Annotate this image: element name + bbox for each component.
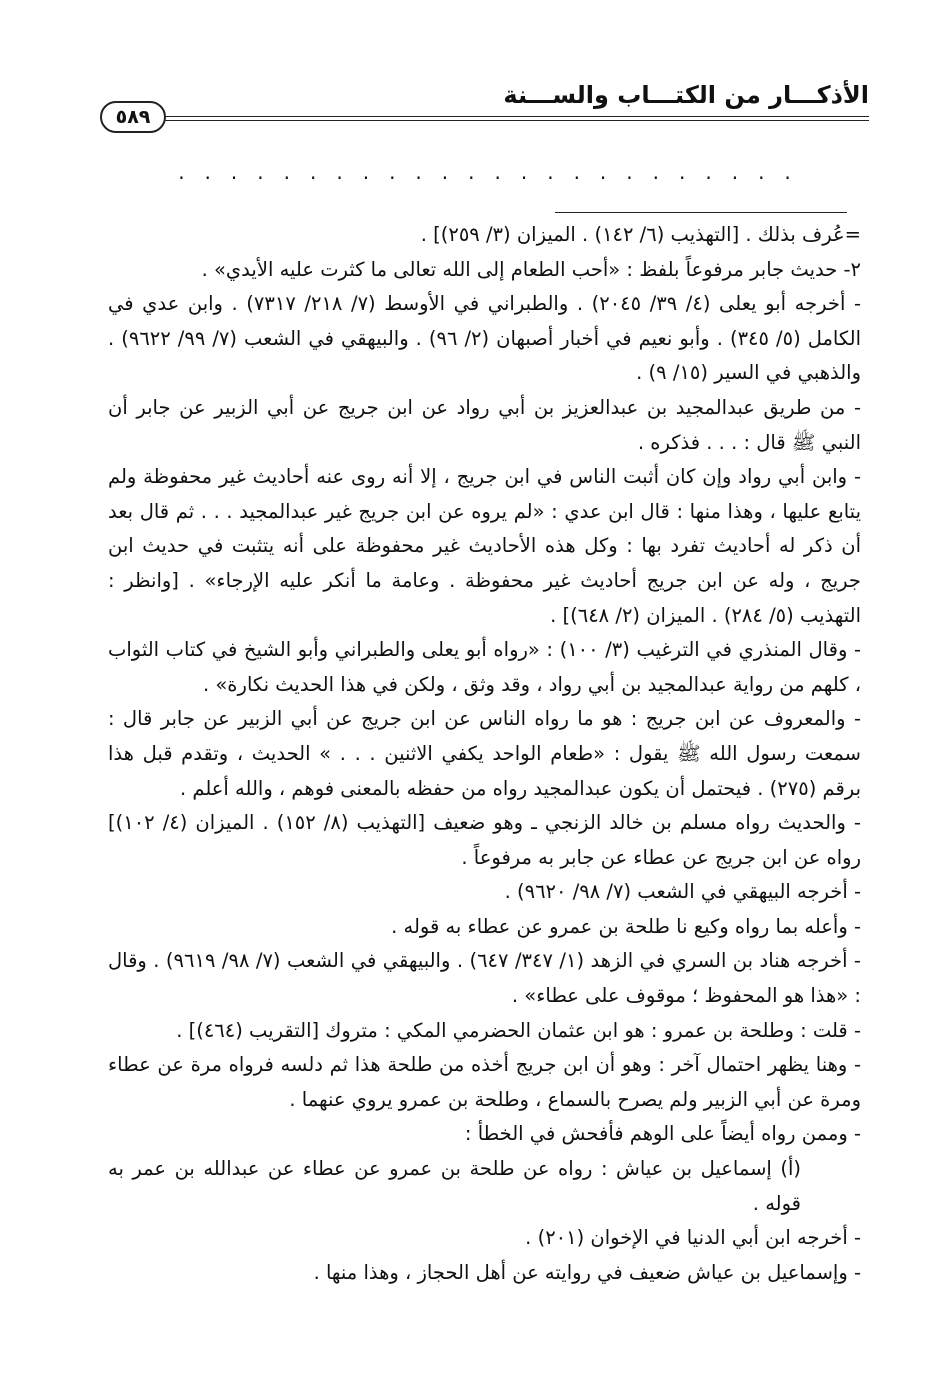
page-number: ٥٨٩ <box>115 106 151 128</box>
paragraph: - وابن أبي رواد وإن كان أثبت الناس في ابن جريج ، إلا أنه روى عنه أحاديث غير محفوظة ولم يتابع عليها ، وهذا منها : قال ابن عدي : «لم يروه عن ابن جريج غير عبدالمجيد . . . ثم قال بعد أن ذكر له أحاديث تفرد بها : وكل هذه الأحاديث غير محفوظة على أنه يتثبت في حديث ابن جريج ، وله عن ابن جريج أحاديث غير محفوظة . وعامة ما أنكر عليه الإرجاء» . [وانظر : التهذيب (٥/ ٢٨٤) . الميزان (٢/ ٦٤٨)] . <box>108 465 861 627</box>
running-title: الأذكـــار من الكتـــاب والســـنة <box>503 81 869 109</box>
paragraph: =عُرف بذلك . [التهذيب (٦/ ١٤٢) . الميزان (٣/ ٢٥٩)] . <box>420 223 861 246</box>
paragraph: - من طريق عبدالمجيد بن عبدالعزيز بن أبي رواد عن ابن جريج عن أبي الزبير عن جابر أن النبي ﷺ قال : . . . فذكره . <box>108 395 861 454</box>
paragraph: - والحديث رواه مسلم بن خالد الزنجي ـ وهو ضعيف [التهذيب (٨/ ١٥٢) . الميزان (٤/ ١٠٢)] رواه عن ابن جريج عن عطاء عن جابر به مرفوعاً . <box>108 811 861 869</box>
paragraph: - وأعله بما رواه وكيع نا طلحة بن عمرو عن عطاء به قوله . <box>391 914 861 938</box>
footnote-text <box>108 218 861 1290</box>
footnote-rule <box>555 212 847 213</box>
paragraph: - وهنا يظهر احتمال آخر : وهو أن ابن جريج أخذه من طلحة هذا ثم دلسه فرواه مرة عن عطاء ومرة عن أبي الزبير ولم يصرح بالسماع ، وطلحة بن عمرو يروي عنهما . <box>108 1053 861 1111</box>
dotted-separator: ........................ <box>178 160 811 184</box>
paragraph: - أخرجه هناد بن السري في الزهد (١/ ٣٤٧/ ٦٤٧) . والبيهقي في الشعب (٧/ ٩٨/ ٩٦١٩) . وقال : «هذا هو المحفوظ ؛ موقوف على عطاء» . <box>108 949 861 1008</box>
paragraph: - وإسماعيل بن عياش ضعيف في روايته عن أهل الحجاز ، وهذا منها . <box>313 1260 861 1284</box>
paragraph: - قلت : وطلحة بن عمرو : هو ابن عثمان الحضرمي المكي : متروك [التقريب (٤٦٤)] . <box>176 1018 861 1042</box>
page-number-badge <box>100 101 166 133</box>
paragraph: ٢- حديث جابر مرفوعاً بلفظ : «أحب الطعام إلى الله تعالى ما كثرت عليه الأيدي» . <box>201 257 861 281</box>
page-header <box>100 80 869 130</box>
paragraph: - والمعروف عن ابن جريج : هو ما رواه الناس عن ابن جريج عن أبي الزبير عن جابر قال : سمعت رسول الله ﷺ يقول : «طعام الواحد يكفي الاثنين . . . » الحديث ، وتقدم قبل هذا برقم (٢٧٥) . فيحتمل أن يكون عبدالمجيد رواه من حفظه بالمعنى فوهم ، والله أعلم . <box>108 707 861 800</box>
paragraph: - أخرجه ابن أبي الدنيا في الإخوان (٢٠١) . <box>525 1226 861 1250</box>
paragraph: - وممن رواه أيضاً على الوهم فأفحش في الخطأ : <box>464 1122 861 1146</box>
paragraph: (أ) إسماعيل بن عياش : رواه عن طلحة بن عمرو عن عطاء عن عبدالله بن عمر به قوله . <box>108 1157 801 1215</box>
paragraph: - وقال المنذري في الترغيب (٣/ ١٠٠) : «رواه أبو يعلى والطبراني وأبو الشيخ في كتاب الثواب ، كلهم من رواية عبدالمجيد بن أبي رواد ، وقد وثق ، ولكن في هذا الحديث نكارة» . <box>108 638 861 696</box>
header-rule <box>158 116 869 121</box>
paragraph: - أخرجه أبو يعلى (٤/ ٣٩/ ٢٠٤٥) . والطبراني في الأوسط (٧/ ٢١٨/ ٧٣١٧) . وابن عدي في الكامل (٥/ ٣٤٥) . وأبو نعيم في أخبار أصبهان (٢/ ٩٦) . والبيهقي في الشعب (٧/ ٩٩/ ٩٦٢٢) . والذهبي في السير (١٥/ ٩) . <box>108 292 862 385</box>
paragraph: - أخرجه البيهقي في الشعب (٧/ ٩٨/ ٩٦٢٠) . <box>504 880 861 904</box>
